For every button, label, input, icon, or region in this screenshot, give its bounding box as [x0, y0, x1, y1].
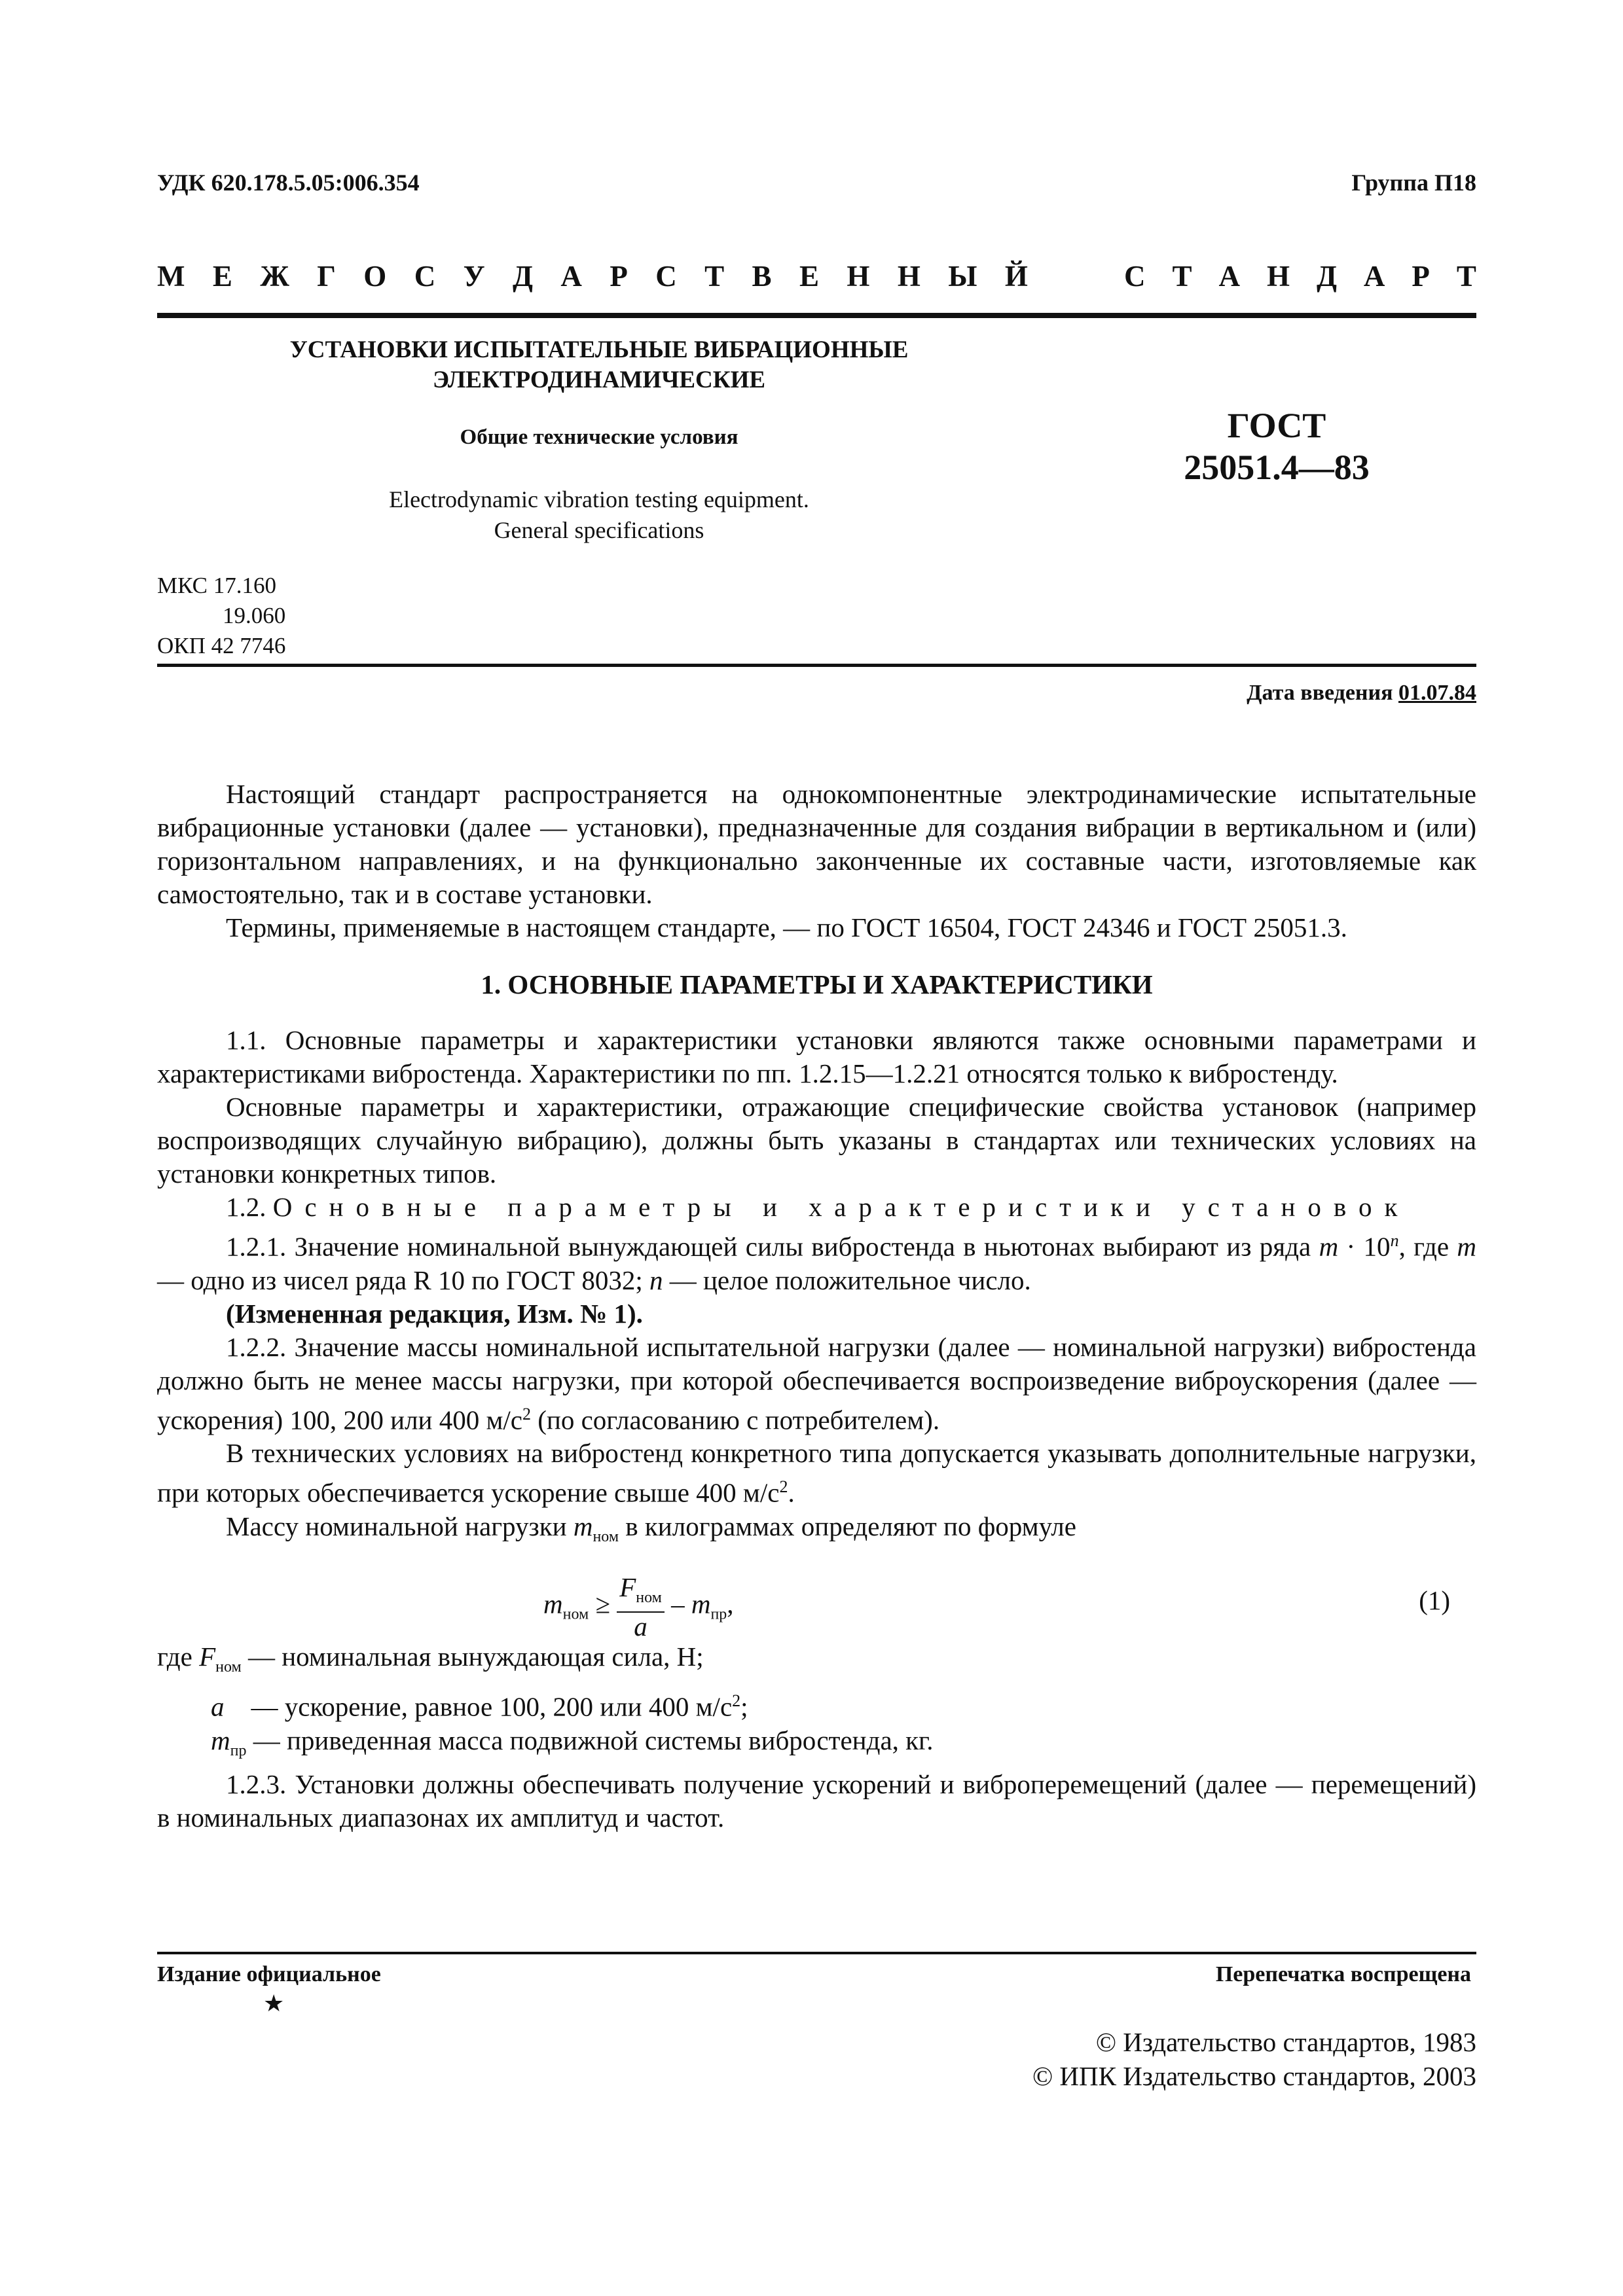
title-line-1: УСТАНОВКИ ИСПЫТАТЕЛЬНЫЕ ВИБРАЦИОННЫЕ [289, 336, 909, 363]
copyright-1983: © Издательство стандартов, 1983 [1095, 2027, 1476, 2057]
document-title [157, 335, 1041, 395]
banner-letter: Т [1456, 260, 1476, 293]
legend-where: где [157, 1641, 200, 1672]
banner-letter: С [414, 260, 436, 293]
formula-comma: , [727, 1588, 734, 1619]
formula-minus: – [664, 1588, 691, 1619]
legend-F [157, 1640, 1476, 1684]
legend-m-var: m [211, 1725, 230, 1755]
banner-letter: Р [1412, 260, 1430, 293]
gost-label: ГОСТ [1227, 406, 1326, 445]
clause-1-2 [157, 1191, 1476, 1224]
amendment-note: (Измененная редакция, Изм. № 1). [226, 1298, 643, 1329]
clause-1-1: 1.1. Основные параметры и характеристики установки являются также основными параметрами и характеристиками вибростенда. Характеристики по пп. 1.2.15—1.2.21 относятся только к вибростенду. [157, 1025, 1476, 1088]
english-title-line-2: General specifications [494, 517, 704, 543]
banner-letter: О [363, 260, 387, 293]
legend-a-text: — ускорение, равное 100, 200 или 400 м/с [224, 1692, 733, 1722]
legend-F-var: F [199, 1641, 216, 1672]
sup-2-b: 2 [779, 1477, 788, 1497]
banner-letter: Т [1172, 260, 1192, 293]
formula-m-pr: m [691, 1588, 711, 1619]
banner-letter: Д [513, 260, 533, 293]
terms-paragraph: Термины, применяемые в настоящем стандарте, — по ГОСТ 16504, ГОСТ 24346 и ГОСТ 25051.3. [226, 912, 1347, 942]
clause-1-1-b: Основные параметры и характеристики, отражающие специфические свойства установок (например воспроизводящих случайную вибрацию), должны быть указаны в стандартах или технических условиях на установки конкретных типов. [157, 1092, 1476, 1189]
banner-letter: М [157, 260, 185, 293]
clause-1-2-1 [157, 1224, 1476, 1297]
english-title [157, 484, 1041, 546]
banner-letter: Н [1266, 260, 1290, 293]
banner-letter: С [1124, 260, 1146, 293]
mass-text-b: в килограммах определяют по формуле [619, 1511, 1076, 1541]
var-m-nom: m [573, 1511, 593, 1541]
standard-banner [157, 259, 1476, 298]
formula-sub-pr: пр [710, 1605, 727, 1623]
times-ten: · 10 [1338, 1231, 1391, 1262]
var-n: n [649, 1265, 663, 1295]
banner-letter: Ы [948, 260, 977, 293]
legend-F-sub: ном [215, 1659, 242, 1676]
sup-2-a: 2 [522, 1404, 532, 1424]
formula-number: (1) [1419, 1585, 1450, 1616]
mass-text-a: Массу номинальной нагрузки [226, 1511, 574, 1541]
clause-1-2-2-end: (по согласованию с потребителем). [531, 1405, 940, 1435]
classification-codes [157, 571, 285, 661]
clause-1-2-2-text: 1.2.2. Значение массы номинальной испытательной нагрузки (далее — номинальной нагрузки) вибростенда должно быть не менее массы нагрузки, при которой обеспечивается воспроизведение виброускорения (далее — ускорения) 100, 200 или 400 м/с [157, 1331, 1476, 1435]
banner-letter: Ж [260, 260, 289, 293]
legend-a [157, 1684, 1476, 1724]
banner-word-interstate [157, 259, 1028, 293]
var-m: m [1319, 1231, 1339, 1262]
banner-letter: А [1218, 260, 1240, 293]
mass-paragraph [157, 1510, 1476, 1554]
formula-m: m [543, 1588, 563, 1619]
formula-geq: ≥ [589, 1588, 617, 1619]
variable-legend [157, 1640, 1476, 1768]
copyright-2003: © ИПК Издательство стандартов, 2003 [1032, 2061, 1476, 2091]
reprint-notice: Перепечатка воспрещена [1215, 1962, 1471, 1986]
banner-letter: Й [1004, 260, 1028, 293]
banner-letter: Е [799, 260, 819, 293]
banner-letter: Р [610, 260, 628, 293]
date-value: 01.07.84 [1398, 681, 1476, 705]
document-subtitle: Общие технические условия [460, 425, 739, 449]
section-heading-1: 1. ОСНОВНЫЕ ПАРАМЕТРЫ И ХАРАКТЕРИСТИКИ [481, 969, 1153, 999]
banner-letter: А [1363, 260, 1385, 293]
gost-code: 25051.4—83 [1184, 448, 1370, 487]
footer-rule [157, 1952, 1476, 1954]
clause-1-2-1-text: 1.2.1. Значение номинальной вынуждающей силы вибростенда в ньютонах выбирают из ряда [226, 1231, 1311, 1262]
sub-nom: ном [593, 1528, 619, 1546]
group-code: Группа П18 [1351, 170, 1476, 196]
tu-paragraph: В технических условиях на вибростенд конкретного типа допускается указывать дополнительные нагрузки, при которых обеспечивается ускорение свыше 400 $м/с^2$. [157, 1438, 1476, 1508]
formula-F: F [619, 1572, 636, 1603]
legend-m-text: — приведенная масса подвижной системы вибростенда, кг. [246, 1725, 934, 1755]
banner-letter: Н [847, 260, 870, 293]
var-m-2: m [1457, 1231, 1476, 1262]
date-label: Дата введения [1247, 681, 1393, 705]
banner-letter: В [752, 260, 772, 293]
star-icon: ★ [263, 1990, 285, 2017]
formula-expression [543, 1573, 734, 1640]
clause-1-2-2 [157, 1331, 1476, 1437]
banner-letter: У [463, 260, 485, 293]
legend-F-text: — номинальная вынуждающая сила, Н; [241, 1641, 704, 1672]
gost-number [1080, 404, 1473, 488]
banner-letter: Т [704, 260, 725, 293]
official-edition: Издание официальное [157, 1962, 381, 1986]
clause-1-2-text: Основные параметры и характеристики установок [272, 1192, 1410, 1222]
header-rule [157, 313, 1476, 318]
intro-paragraph: Настоящий стандарт распространяется на однокомпонентные электродинамические испытательные вибрационные установки (далее — установки), предназначенные для создания вибрации в вертикальном и (или) горизонтальном направлениях, и на функционально законченные их составные части, изготовляемые как самостоятельно, так и в составе установки. [157, 779, 1476, 909]
formula-denominator: a [634, 1611, 647, 1642]
english-title-line-1: Electrodynamic vibration testing equipment. [389, 486, 809, 512]
legend-a-end: ; [740, 1692, 748, 1722]
banner-letter: Д [1316, 260, 1337, 293]
m-definition: — одно из чисел ряда R 10 по ГОСТ 8032; [157, 1265, 649, 1295]
copyright-block [1032, 2025, 1476, 2093]
title-block-rule [157, 664, 1476, 667]
exp-n: n [1390, 1231, 1399, 1250]
banner-letter: Н [897, 260, 921, 293]
banner-letter: С [655, 260, 677, 293]
formula-numerator [617, 1573, 665, 1613]
banner-letter: Г [317, 260, 336, 293]
banner-letter: Е [212, 260, 232, 293]
legend-a-sup: 2 [732, 1691, 741, 1711]
udk-code: УДК 620.178.5.05:006.354 [157, 170, 420, 196]
banner-letter: А [560, 260, 582, 293]
formula-1 [157, 1562, 1476, 1640]
mks-code-1: МКС 17.160 [157, 573, 276, 598]
formula-sub-nom: ном [562, 1605, 589, 1623]
where-text: , где [1398, 1231, 1457, 1262]
title-line-2: ЭЛЕКТРОДИНАМИЧЕСКИЕ [432, 367, 766, 393]
banner-word-standard [1124, 259, 1476, 293]
formula-F-sub: ном [636, 1589, 662, 1607]
mks-code-2: 19.060 [223, 603, 286, 628]
document-body [157, 778, 1476, 1835]
clause-1-2-number: 1.2. [226, 1192, 266, 1222]
legend-a-var: a [211, 1692, 225, 1722]
clause-1-2-3: 1.2.3. Установки должны обеспечивать получение ускорений и виброперемещений (далее — перемещений) в номинальных диапазонах их амплитуд и частот. [157, 1769, 1476, 1833]
tu-text: В технических условиях на вибростенд конкретного типа допускается указывать дополнительные нагрузки, при которых обеспечивается ускорение свыше 400 м/с [157, 1438, 1476, 1508]
legend-m [157, 1724, 1476, 1768]
formula-fraction [617, 1573, 665, 1640]
legend-m-sub: пр [230, 1742, 247, 1760]
introduction-date [1247, 681, 1476, 706]
okp-code: ОКП 42 7746 [157, 633, 286, 658]
n-definition: — целое положительное число. [663, 1265, 1031, 1295]
